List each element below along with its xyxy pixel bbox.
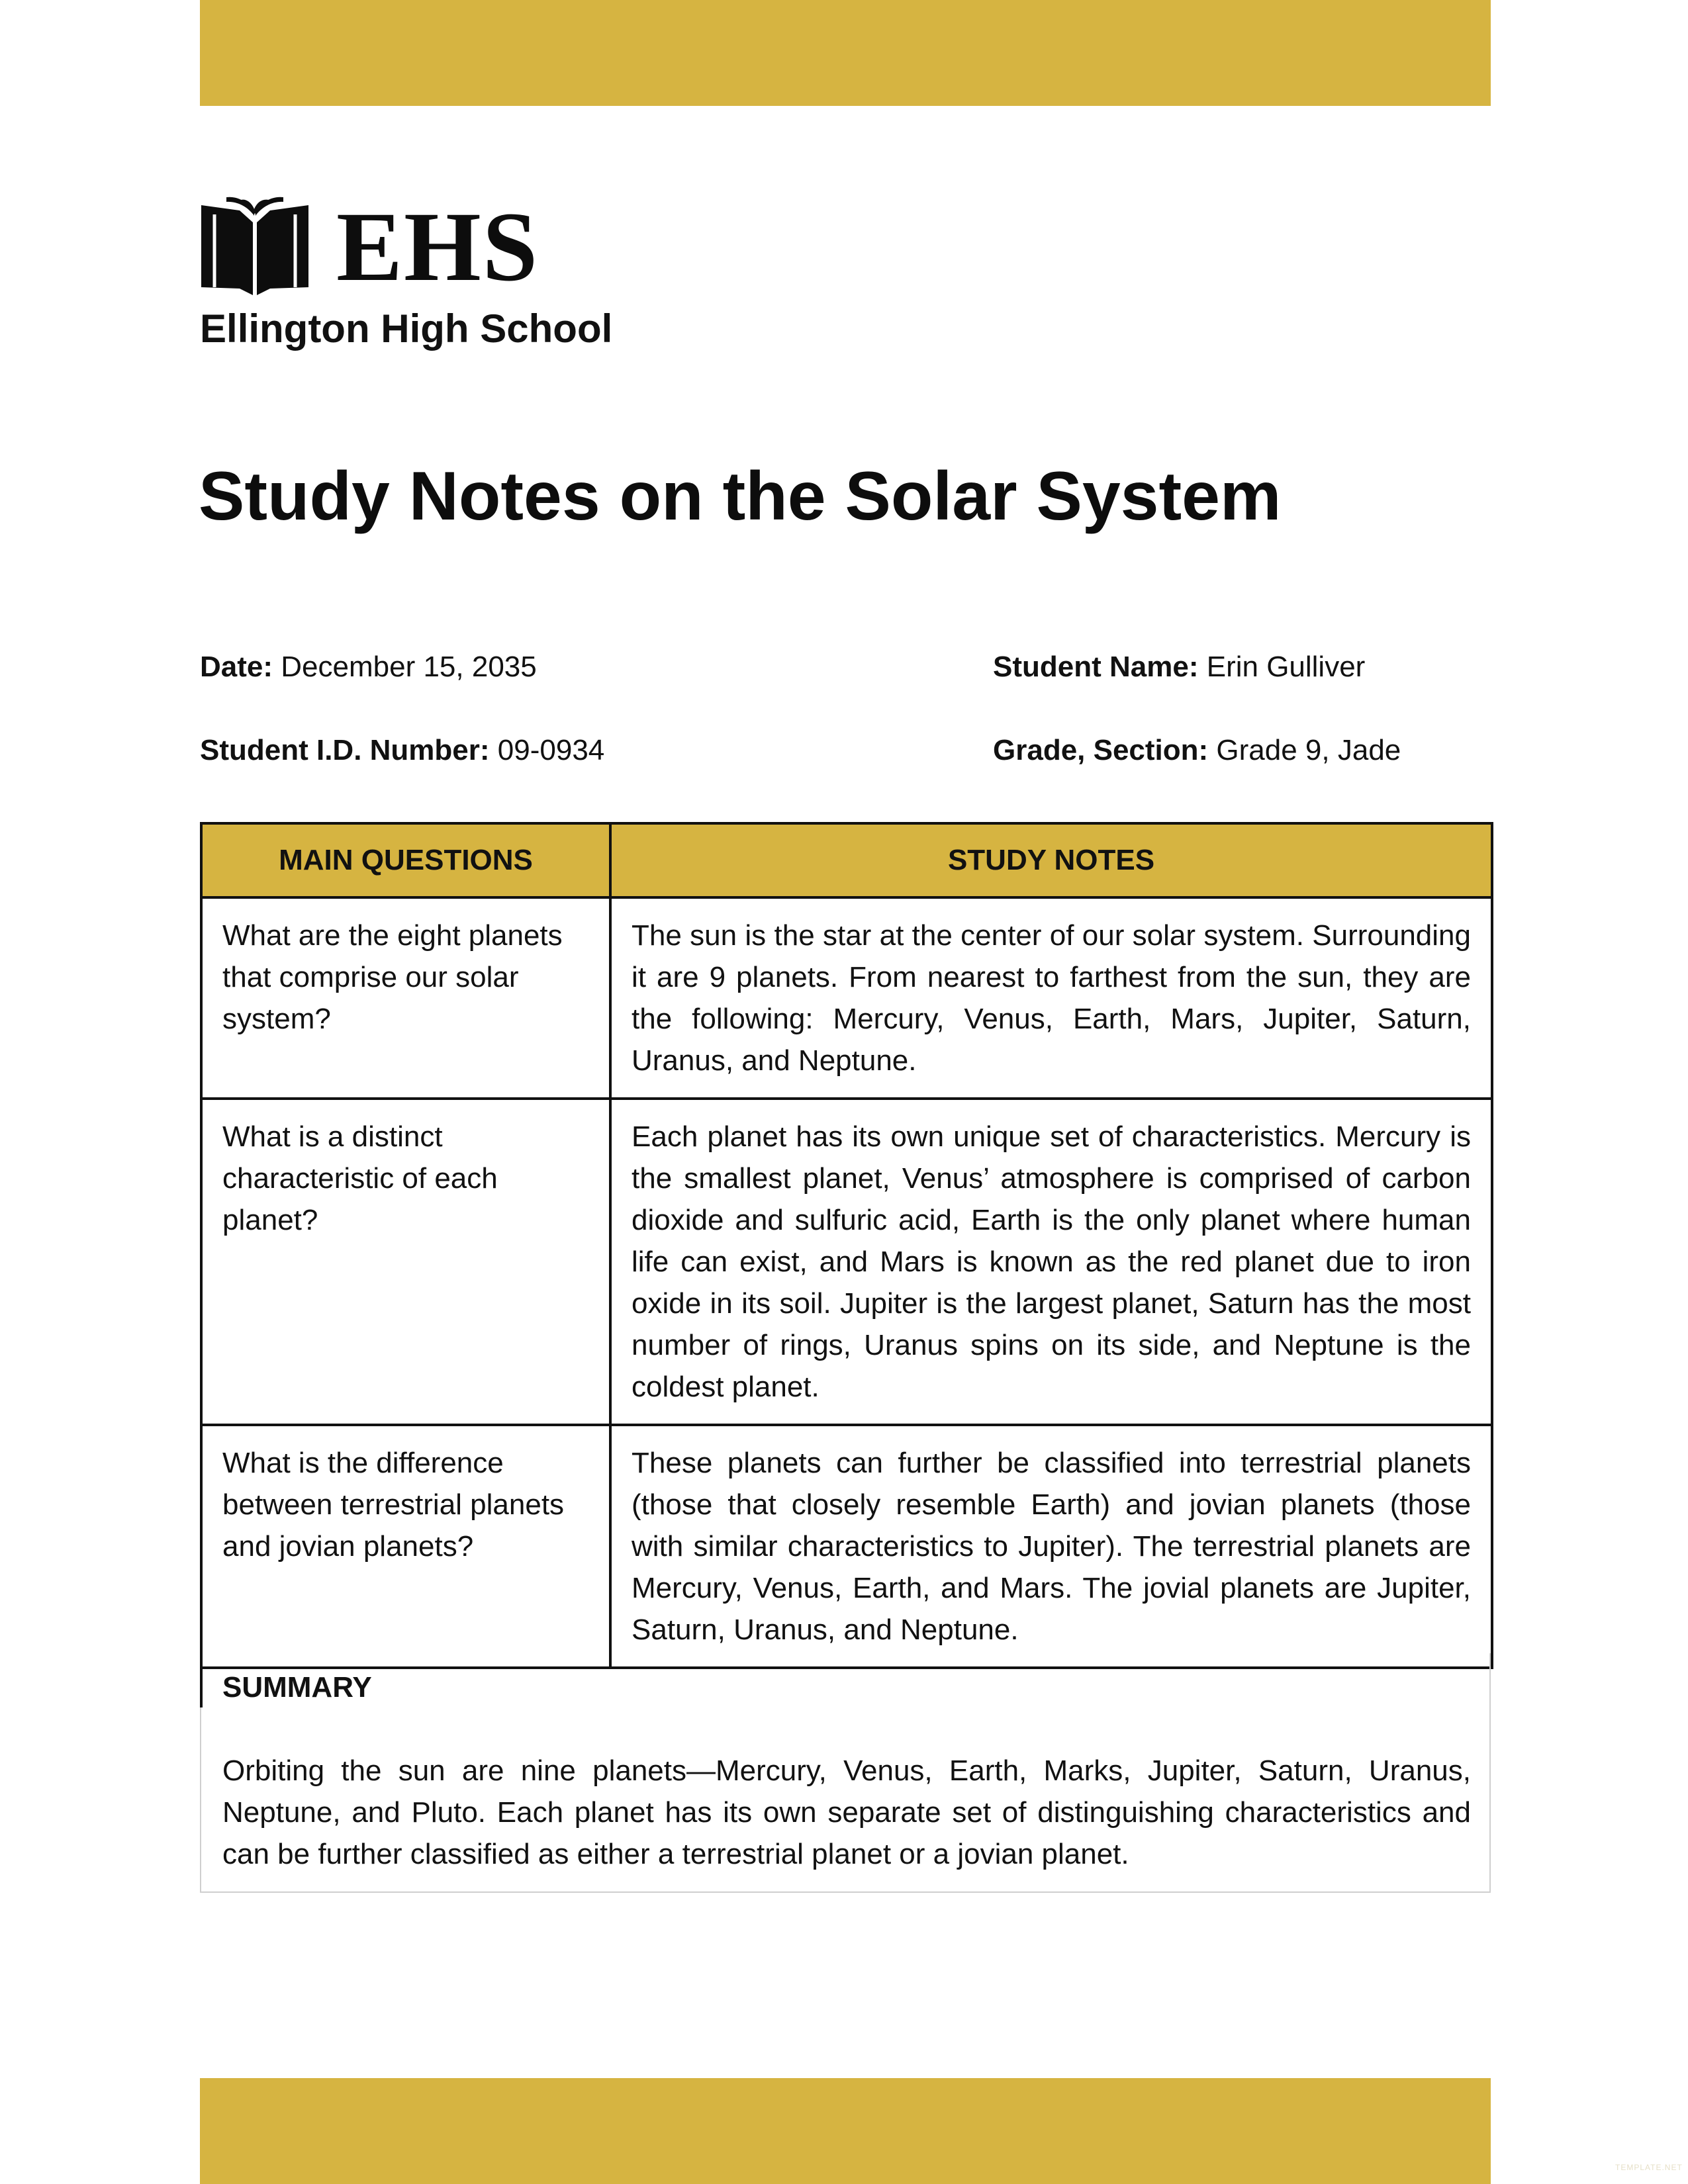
summary-title: SUMMARY	[222, 1671, 372, 1704]
student-id-field	[200, 731, 604, 770]
grade-section-value: Grade 9, Jade	[1216, 734, 1401, 766]
question-cell: What is a distinct characteristic of each planet?	[201, 1099, 610, 1425]
school-name: Ellington High School	[200, 306, 613, 351]
question-cell: What is the difference between terrestrial planets and jovian planets?	[201, 1425, 610, 1668]
summary-text: Orbiting the sun are nine planets—Mercury, Venus, Earth, Marks, Jupiter, Saturn, Uranus, Neptune, and Pluto. Each planet has its own separate set of distinguishing characteristics and can be further classified as either a terrestrial planet or a jovian planet.	[222, 1754, 1471, 1870]
notes-cell: Each planet has its own unique set of characteristics. Mercury is the smallest planet, Venus’ atmosphere is comprised of carbon dioxide and sulfuric acid, Earth is the only planet where human life can exist, and Mars is known as the red planet due to iron oxide in its soil. Jupiter is the largest planet, Saturn has the most number of rings, Uranus spins on its side, and Neptune is the coldest planet.	[610, 1099, 1492, 1425]
student-name-field	[993, 647, 1365, 687]
school-abbreviation: EHS	[336, 192, 539, 302]
grade-section-label: Grade, Section:	[993, 734, 1209, 766]
student-id-label: Student I.D. Number:	[200, 734, 490, 766]
study-notes-table	[200, 822, 1493, 1669]
column-header-study-notes: STUDY NOTES	[610, 823, 1492, 897]
top-accent-band	[200, 0, 1491, 106]
table-header-row	[201, 823, 1492, 897]
date-field	[200, 647, 537, 687]
table-row	[201, 1425, 1492, 1668]
school-logo	[200, 192, 613, 355]
student-id-value: 09-0934	[497, 734, 605, 766]
notes-cell: These planets can further be classified into terrestrial planets (those that closely resemble Earth) and jovian planets (those with similar characteristics to Jupiter). The terrestrial planets are Mercury, Venus, Earth, and Mars. The jovial planets are Jupiter, Saturn, Uranus, and Neptune.	[610, 1425, 1492, 1668]
student-name-value: Erin Gulliver	[1206, 651, 1366, 683]
watermark: TEMPLATE.NET	[1615, 2163, 1683, 2172]
grade-section-field	[993, 731, 1401, 770]
notes-cell: The sun is the star at the center of our solar system. Surrounding it are 9 planets. From nearest to farthest from the sun, they are the following: Mercury, Venus, Earth, Mars, Jupiter, Saturn, Uranus, and Neptune.	[610, 897, 1492, 1099]
student-name-label: Student Name:	[993, 651, 1199, 683]
summary-divider	[200, 1653, 203, 1707]
summary-section	[200, 1653, 1491, 1893]
bottom-accent-band	[200, 2078, 1491, 2184]
page-title: Study Notes on the Solar System	[199, 458, 1282, 535]
date-value: December 15, 2035	[281, 651, 537, 683]
open-book-icon	[200, 196, 310, 300]
table-row	[201, 1099, 1492, 1425]
table-row	[201, 897, 1492, 1099]
column-header-main-questions: MAIN QUESTIONS	[201, 823, 610, 897]
question-cell: What are the eight planets that comprise our solar system?	[201, 897, 610, 1099]
date-label: Date:	[200, 651, 273, 683]
